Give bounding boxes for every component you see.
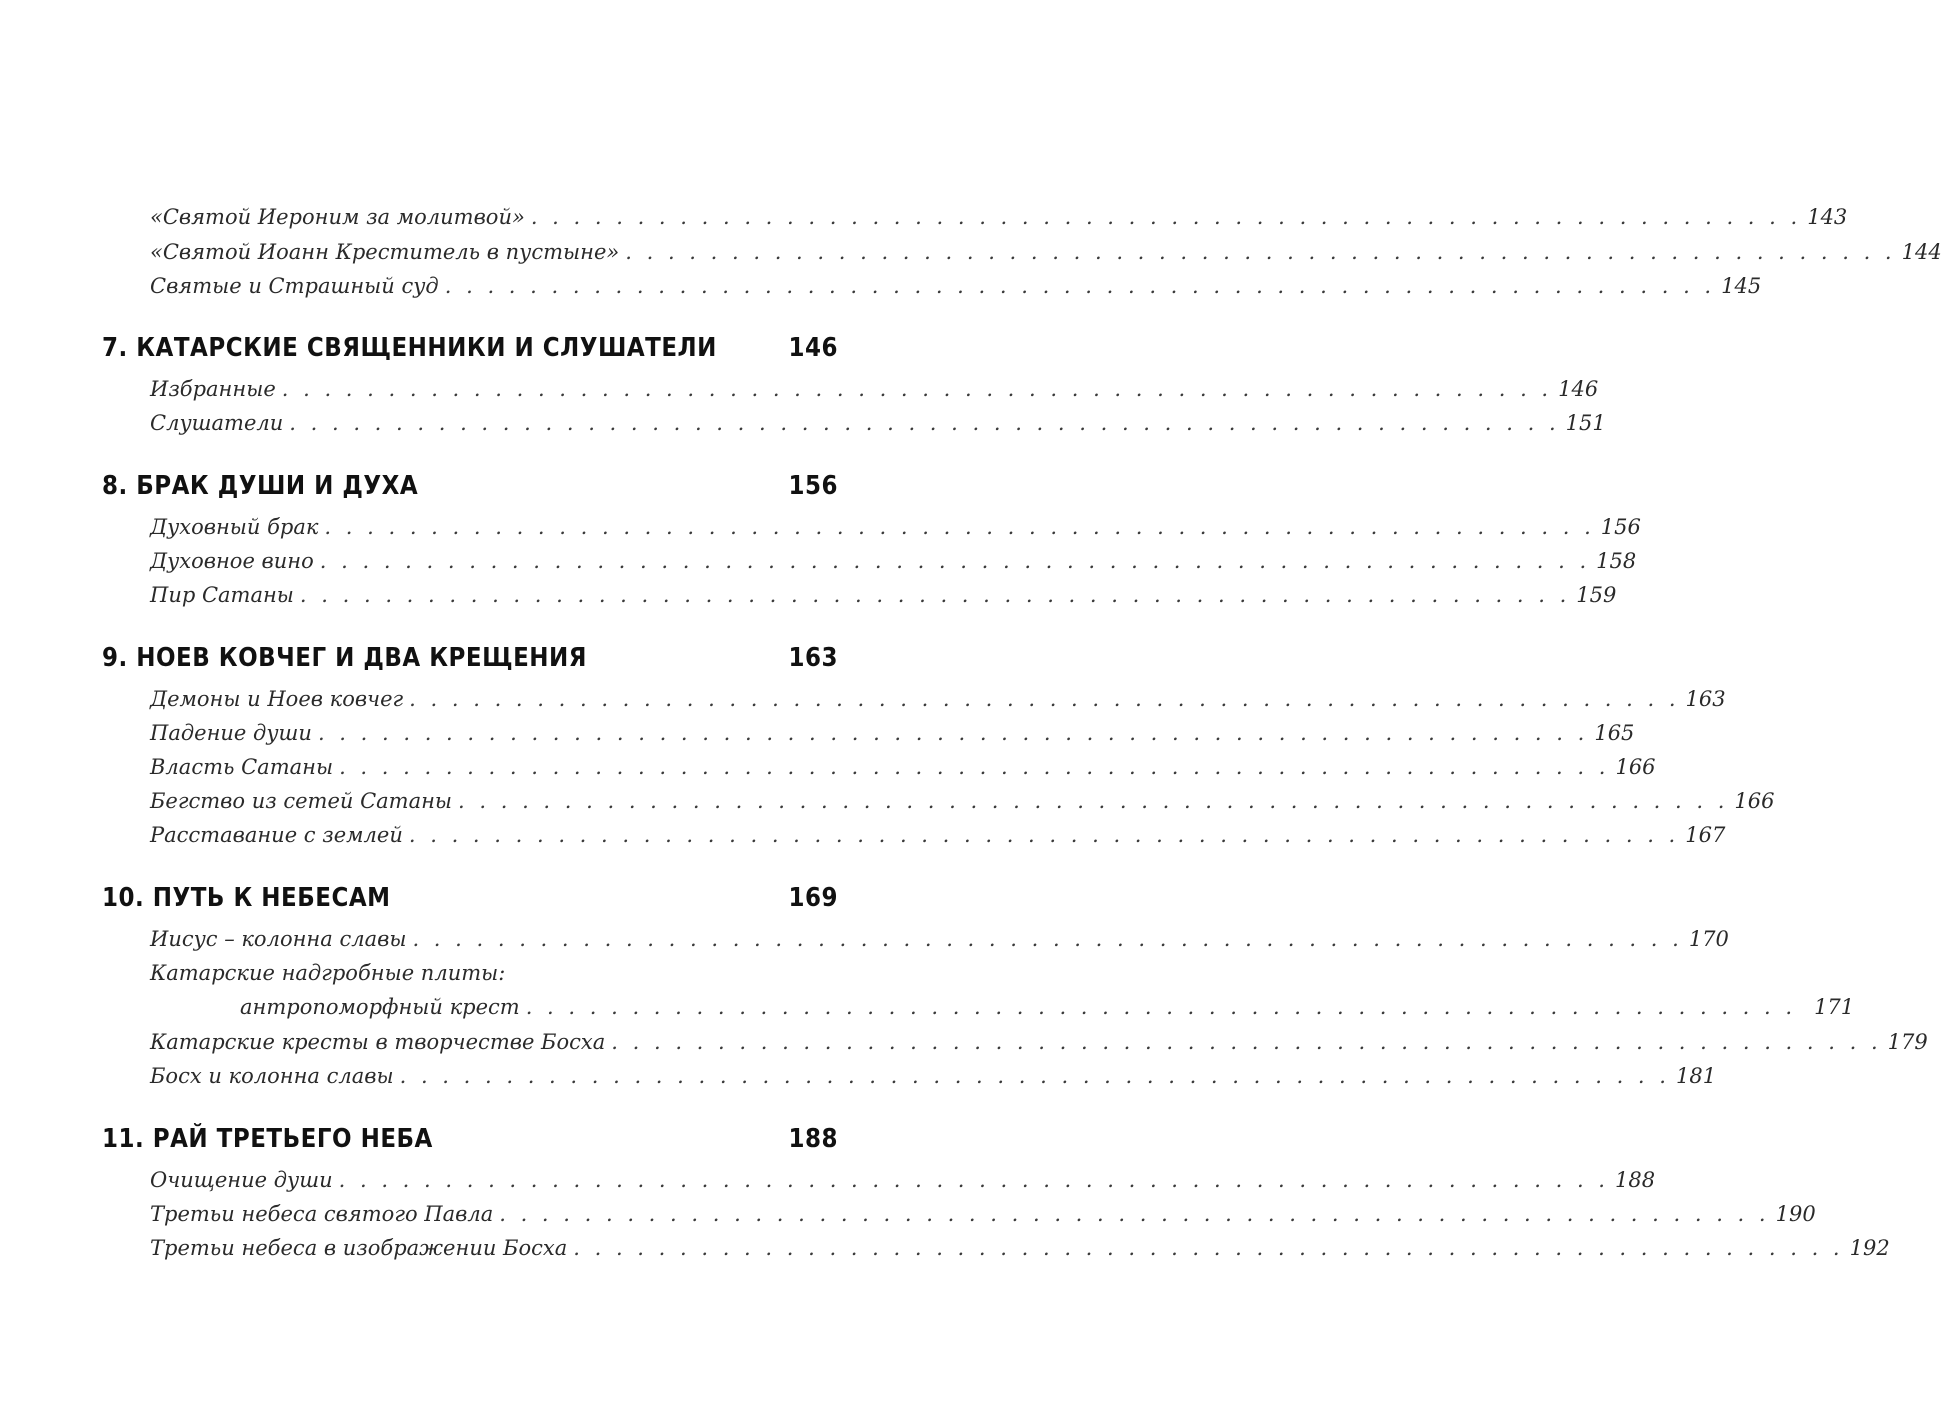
dot-leader: . . . . . . . . . . . . . . . . . . . . . . . . . . . . . . . . . . . . . . . . . . . . . . . . . . . . . . . . . . . . bbox=[458, 789, 1729, 813]
toc-entry[interactable] bbox=[150, 755, 1656, 789]
chapter-page: 188 bbox=[788, 1124, 838, 1154]
toc-entry[interactable] bbox=[150, 789, 1775, 823]
toc-entry-page: 145 bbox=[1721, 274, 1762, 298]
toc-entry[interactable] bbox=[150, 721, 1635, 755]
toc-entry-page: 171 bbox=[1814, 995, 1855, 1019]
toc-entry-title: Третьи небеса святого Павла bbox=[150, 1202, 494, 1226]
dot-leader: . . . . . . . . . . . . . . . . . . . . . . . . . . . . . . . . . . . . . . . . . . . . . . . . . . . . . . . . . . . . bbox=[611, 1030, 1882, 1054]
toc-entry-page: 151 bbox=[1565, 411, 1606, 435]
toc-entry[interactable] bbox=[150, 1064, 1717, 1098]
toc-entry-title: Третьи небеса в изображении Босха bbox=[150, 1236, 568, 1260]
toc-entry-page: 170 bbox=[1688, 927, 1729, 951]
toc-entry-title: Духовный брак bbox=[150, 515, 319, 539]
toc-entry-page: 192 bbox=[1849, 1236, 1890, 1260]
chapter-page: 169 bbox=[788, 883, 838, 913]
dot-leader: . . . . . . . . . . . . . . . . . . . . . . . . . . . . . . . . . . . . . . . . . . . . . . . . . . . . . . . . . . . . bbox=[499, 1202, 1770, 1226]
toc-entry[interactable] bbox=[150, 1236, 1890, 1270]
dot-leader: . . . . . . . . . . . . . . . . . . . . . . . . . . . . . . . . . . . . . . . . . . . . . . . . . . . . . . . . . . . . bbox=[289, 411, 1560, 435]
toc-entry-page: 158 bbox=[1596, 549, 1637, 573]
toc-entry[interactable] bbox=[150, 927, 1729, 961]
toc-entry-title: Босх и колонна славы bbox=[150, 1064, 394, 1088]
toc-entry-page: 166 bbox=[1734, 789, 1775, 813]
dot-leader: . . . . . . . . . . . . . . . . . . . . . . . . . . . . . . . . . . . . . . . . . . . . . . . . . . . . . . . . . . . . bbox=[530, 205, 1802, 229]
dot-leader: . . . . . . . . . . . . . . . . . . . . . . . . . . . . . . . . . . . . . . . . . . . . . . . . . . . . . . . . . . . . bbox=[408, 823, 1680, 847]
chapter-heading[interactable] bbox=[102, 1125, 838, 1165]
chapter-heading[interactable] bbox=[102, 644, 838, 684]
toc-entry-page: 165 bbox=[1594, 721, 1635, 745]
toc-entry-title: Святые и Страшный суд bbox=[150, 274, 439, 298]
chapter-page: 163 bbox=[788, 643, 838, 673]
dot-leader: . . . . . . . . . . . . . . . . . . . . . . . . . . . . . . . . . . . . . . . . . . . . . . . . . . . . . . . . . . . . bbox=[525, 995, 1797, 1019]
toc-entry-page: 179 bbox=[1887, 1030, 1928, 1054]
toc-entry-title: Падение души bbox=[150, 721, 312, 745]
dot-leader: . . . . . . . . . . . . . . . . . . . . . . . . . . . . . . . . . . . . . . . . . . . . . . . . . . . . . . . . . . . . bbox=[625, 240, 1896, 264]
chapter-title: 8. БРАК ДУШИ И ДУХА bbox=[102, 471, 419, 501]
toc-entry[interactable] bbox=[150, 411, 1606, 445]
dot-leader: . . . . . . . . . . . . . . . . . . . . . . . . . . . . . . . . . . . . . . . . . . . . . . . . . . . . . . . . . . . . bbox=[444, 274, 1716, 298]
toc-entry-page: 188 bbox=[1615, 1168, 1656, 1192]
toc-entry-title: «Святой Иероним за молитвой» bbox=[150, 205, 525, 229]
dot-leader: . . . . . . . . . . . . . . . . . . . . . . . . . . . . . . . . . . . . . . . . . . . . . . . . . . . . . . . . . . . . bbox=[339, 755, 1610, 779]
dot-leader: . . . . . . . . . . . . . . . . . . . . . . . . . . . . . . . . . . . . . . . . . . . . . . . . . . . . . . . . . . . . bbox=[573, 1236, 1844, 1260]
toc-entry-title: «Святой Иоанн Креститель в пустыне» bbox=[150, 240, 620, 264]
chapter-title: 11. РАЙ ТРЕТЬЕГО НЕБА bbox=[102, 1124, 433, 1154]
chapter-heading[interactable] bbox=[102, 884, 838, 924]
toc-entry-page: 144 bbox=[1901, 240, 1942, 264]
dot-leader: . . . . . . . . . . . . . . . . . . . . . . . . . . . . . . . . . . . . . . . . . . . . . . . . . . . . . . . . . . . . bbox=[412, 927, 1683, 951]
toc-entry-page: 156 bbox=[1600, 515, 1641, 539]
dot-leader: . . . . . . . . . . . . . . . . . . . . . . . . . . . . . . . . . . . . . . . . . . . . . . . . . . . . . . . . . . . . bbox=[299, 583, 1571, 607]
toc-entry-title: Бегство из сетей Сатаны bbox=[150, 789, 453, 813]
toc-entry-page: 159 bbox=[1576, 583, 1617, 607]
toc-entry[interactable] bbox=[150, 549, 1637, 583]
toc-entry[interactable] bbox=[150, 1030, 1928, 1064]
dot-leader: . . . . . . . . . . . . . . . . . . . . . . . . . . . . . . . . . . . . . . . . . . . . . . . . . . . . . . . . . . . . bbox=[338, 1168, 1609, 1192]
toc-entry-title: Катарские кресты в творчестве Босха bbox=[150, 1030, 606, 1054]
chapter-heading[interactable] bbox=[102, 472, 838, 512]
dot-leader: . . . . . . . . . . . . . . . . . . . . . . . . . . . . . . . . . . . . . . . . . . . . . . . . . . . . . . . . . . . . bbox=[399, 1064, 1670, 1088]
toc-entry-title: Пир Сатаны bbox=[150, 583, 294, 607]
toc-entry[interactable] bbox=[150, 515, 1641, 549]
toc-entry[interactable] bbox=[150, 583, 1617, 617]
toc-entry-title: Власть Сатаны bbox=[150, 755, 334, 779]
toc-entry[interactable] bbox=[150, 205, 1848, 239]
toc-entry-title: Духовное вино bbox=[150, 549, 314, 573]
toc-entry-title: Демоны и Ноев ковчег bbox=[150, 687, 404, 711]
toc-entry-title: Очищение души bbox=[150, 1168, 333, 1192]
toc-entry-title: Избранные bbox=[150, 377, 276, 401]
dot-leader: . . . . . . . . . . . . . . . . . . . . . . . . . . . . . . . . . . . . . . . . . . . . . . . . . . . . . . . . . . . . bbox=[319, 549, 1591, 573]
chapter-title: 10. ПУТЬ К НЕБЕСАМ bbox=[102, 883, 391, 913]
chapter-page: 156 bbox=[788, 471, 838, 501]
toc-entry[interactable] bbox=[150, 240, 1942, 274]
toc-entry-page: 167 bbox=[1685, 823, 1726, 847]
chapter-title: 9. НОЕВ КОВЧЕГ И ДВА КРЕЩЕНИЯ bbox=[102, 643, 588, 673]
toc-entry-title: Иисус – колонна славы bbox=[150, 927, 407, 951]
toc-entry-page: 166 bbox=[1615, 755, 1656, 779]
toc-entry-title: Расставание с землей bbox=[150, 823, 403, 847]
toc-entry[interactable] bbox=[150, 377, 1599, 411]
dot-leader: . . . . . . . . . . . . . . . . . . . . . . . . . . . . . . . . . . . . . . . . . . . . . . . . . . . . . . . . . . . . bbox=[281, 377, 1553, 401]
toc-entry-page: 163 bbox=[1685, 687, 1726, 711]
chapter-heading[interactable] bbox=[102, 334, 838, 374]
toc-entry-title: антропоморфный крест bbox=[240, 995, 520, 1019]
toc-entry[interactable] bbox=[150, 823, 1726, 857]
toc-entry-page: 181 bbox=[1675, 1064, 1717, 1088]
dot-leader: . . . . . . . . . . . . . . . . . . . . . . . . . . . . . . . . . . . . . . . . . . . . . . . . . . . . . . . . . . . . bbox=[317, 721, 1589, 745]
toc-entry-title: Катарские надгробные плиты: bbox=[150, 961, 506, 985]
toc-entry[interactable] bbox=[150, 961, 838, 995]
toc-entry[interactable] bbox=[150, 274, 1762, 308]
toc-entry-page: 190 bbox=[1775, 1202, 1816, 1226]
toc-entry-page: 146 bbox=[1558, 377, 1599, 401]
toc-entry-continuation[interactable] bbox=[240, 995, 1855, 1029]
toc-entry[interactable] bbox=[150, 1168, 1656, 1202]
toc-entry[interactable] bbox=[150, 687, 1726, 721]
dot-leader: . . . . . . . . . . . . . . . . . . . . . . . . . . . . . . . . . . . . . . . . . . . . . . . . . . . . . . . . . . . . bbox=[324, 515, 1595, 539]
chapter-title: 7. КАТАРСКИЕ СВЯЩЕННИКИ И СЛУШАТЕЛИ bbox=[102, 333, 717, 363]
toc-entry-page: 143 bbox=[1807, 205, 1848, 229]
toc-entry-title: Слушатели bbox=[150, 411, 284, 435]
chapter-page: 146 bbox=[788, 333, 838, 363]
dot-leader: . . . . . . . . . . . . . . . . . . . . . . . . . . . . . . . . . . . . . . . . . . . . . . . . . . . . . . . . . . . . bbox=[409, 687, 1680, 711]
toc-entry[interactable] bbox=[150, 1202, 1816, 1236]
